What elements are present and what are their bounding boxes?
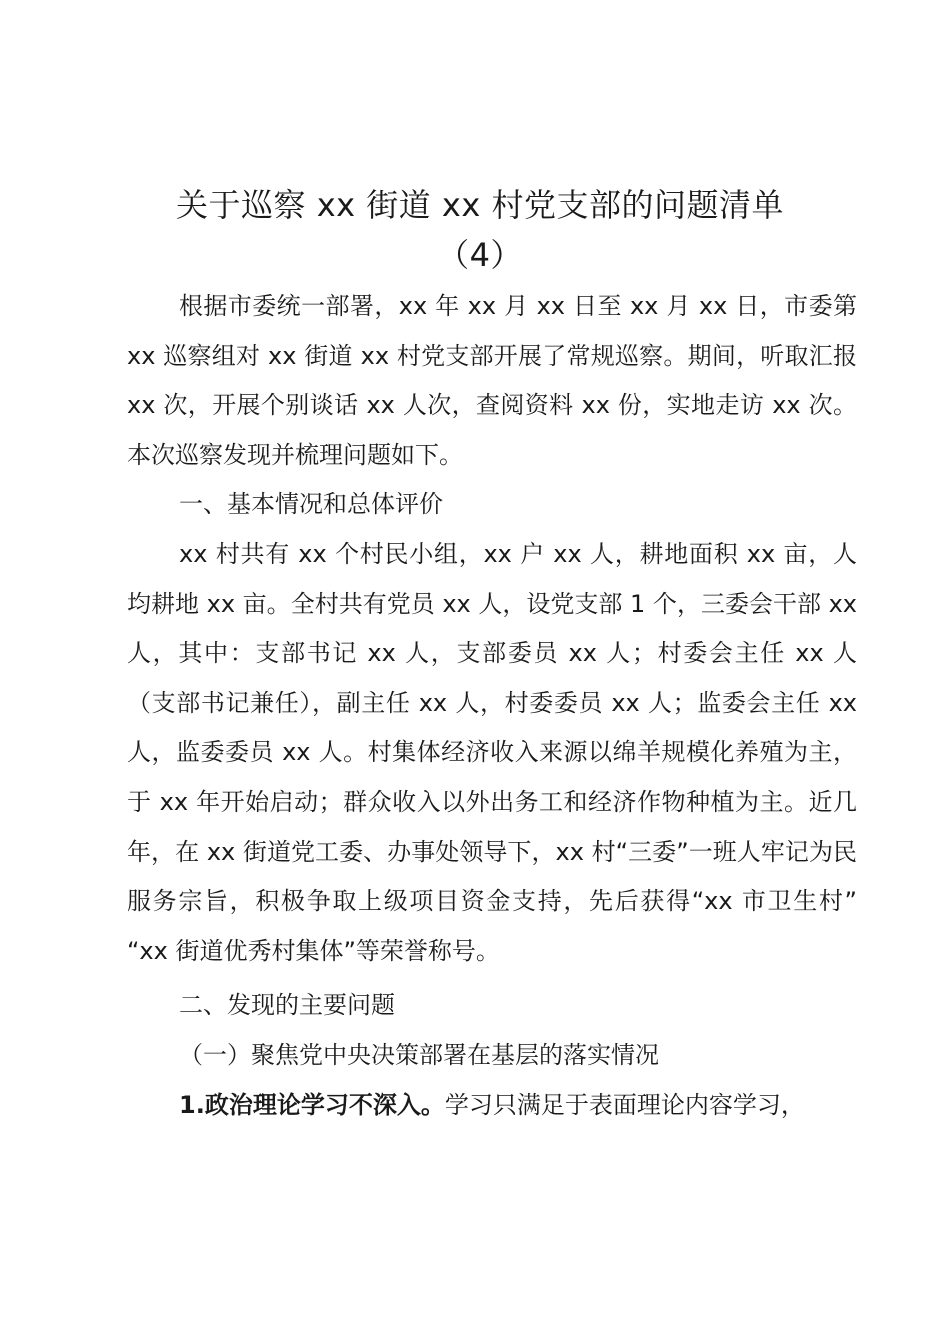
- document-title: [100, 180, 860, 280]
- item-1-lead: 1.政治理论学习不深入。: [179, 1090, 445, 1119]
- section-2-heading: 二、发现的主要问题: [179, 991, 395, 1020]
- item-1-text: 学习只满足于表面理论内容学习，: [444, 1090, 805, 1119]
- title-line-1: 关于巡察 xx 街道 xx 村党支部的问题清单: [176, 186, 784, 224]
- section-1-heading: 一、基本情况和总体评价: [179, 490, 443, 519]
- section-1-paragraph: xx 村共有 xx 个村民小组，xx 户 xx 人，耕地面积 xx 亩，人均耕地 xx 亩。全村共有党员 xx 人，设党支部 1 个，三委会干部 xx 人，其中：支部书记 xx 人，支部委员 xx 人；村委会主任 xx 人（支部书记兼任），副主任 xx 人，村委委员 xx 人；监委会主任 xx 人，监委委员 xx 人。村集体经济收入来源以绵羊规模化养殖为主，于 xx 年开始启动；群众收入以外出务工和经济作物种植为主。近几年，在 xx 街道党工委、办事处领导下，xx 村“三委”一班人牢记为民服务宗旨，积极争取上级项目资金支持，先后获得“xx 市卫生村” “xx 街道优秀村集体”等荣誉称号。: [127, 539, 857, 965]
- item-1-paragraph: [127, 1081, 857, 1131]
- intro-paragraph: 根据市委统一部署，xx 年 xx 月 xx 日至 xx 月 xx 日，市委第 xx 巡察组对 xx 街道 xx 村党支部开展了常规巡察。期间，听取汇报 xx 次，开展个别谈话 xx 人次，查阅资料 xx 份，实地走访 xx 次。本次巡察发现并梳理问题如下。: [127, 292, 857, 469]
- document-body: [127, 282, 857, 1130]
- subsection-1-heading: （一）聚焦党中央决策部署在基层的落实情况: [179, 1040, 659, 1069]
- title-line-2: （4）: [437, 236, 523, 274]
